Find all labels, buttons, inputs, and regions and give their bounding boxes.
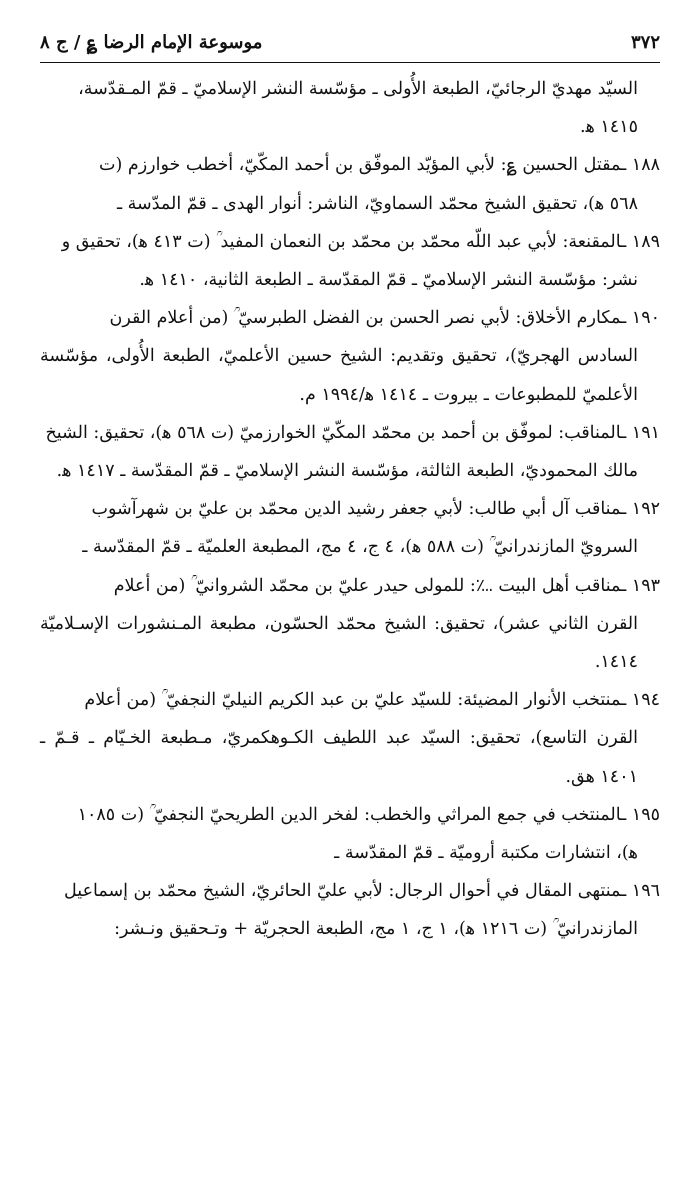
entry-number: ١٩٠ ـ [621,308,660,329]
entry-continuation: مالك المحموديّ، الطبعة الثالثة، مؤسّسة النشر الإسلاميّ ـ قمّ المقدّسة ـ ١٤١٧ ه‍. [56,461,638,482]
bibliography-entry-196 [40,872,660,948]
entry-first-line: منتهى المقال في أحوال الرجال: لأبي عليّ الحائريّ، الشيخ محمّد بن إسماعيل [64,881,622,902]
running-title: موسوعة الإمام الرضا ؏ / ج ٨ [40,31,263,53]
entry-first-line: مناقب أهل البيت ؊: للمولى حيدر عليّ بن محمّد الشروانيّ ؒ (من أعلام [113,575,622,596]
bibliography-entry-191 [40,414,660,490]
entry-continuation: السرويّ المازندرانيّ ؒ (ت ٥٨٨ ه‍)، ٤ ج، ٤ مج، المطبعة العلميّة ـ قمّ المقدّسة ـ [82,537,638,558]
entry-continuation: السادس الهجريّ)، تحقيق وتقديم: الشيخ حسين الأعلميّ، الطبعة الأُولى، مؤسّسة الأعلميّ للمطبوعات ـ بيروت ـ ١٤١٤ ه‍/١٩٩٤ م. [40,346,638,405]
entry-continuation: القرن التاسع)، تحقيق: السيّد عبد اللطيف الكـوهكمريّ، مـطبعة الخـيّام ـ قـمّ ـ ١٤٠١ هق. [40,728,638,787]
bibliography-entry-192 [40,490,660,566]
entry-first-line: منتخب الأنوار المضيئة: للسيّد عليّ بن عبد الكريم النيليّ النجفيّ ؒ (من أعلام [84,690,622,711]
bibliography-entry-194 [40,681,660,796]
entry-first-line: مناقب آل أبي طالب: لأبي جعفر رشيد الدين محمّد بن عليّ بن شهرآشوب [91,499,622,520]
entry-number: ١٩٣ ـ [621,575,660,596]
page-header [40,26,660,58]
entry-continuation: نشر: مؤسّسة النشر الإسلاميّ ـ قمّ المقدّسة ـ الطبعة الثانية، ١٤١٠ ه‍. [139,270,638,291]
bibliography-entry-195 [40,796,660,872]
entry-continuation: ٥٦٨ ه‍)، تحقيق الشيخ محمّد السماويّ، الناشر: أنوار الهدى ـ قمّ المدّسة ـ [116,193,638,214]
continuation-entry [40,70,660,146]
entry-number: ١٩٤ ـ [621,690,660,711]
entry-continuation: القرن الثاني عشر)، تحقيق: الشيخ محمّد الحسّون، مطبعة المـنشورات الإسـلاميّة ١٤١٤. [40,613,638,673]
page-number: ٣٧٢ [630,31,660,53]
bibliography-entry-189 [40,223,660,299]
bibliography-entry-188 [40,146,660,222]
entry-first-line: المنتخب في جمع المراثي والخطب: لفخر الدين الطريحيّ النجفيّ ؒ (ت ١٠٨٥ [77,804,622,825]
entry-number: ١٩١ ـ [621,422,660,443]
continuation-line: السيّد مهديّ الرجائيّ، الطبعة الأُولى ـ مؤسّسة النشر الإسلاميّ ـ قمّ المـقدّسة، [78,79,638,99]
entry-number: ١٩٥ ـ [621,804,660,825]
bibliography-entry-193 [40,567,660,682]
entry-continuation: ه‍)، انتشارات مكتبة أروميّة ـ قمّ المقدّسة ـ [334,843,638,864]
entry-first-line: مقتل الحسين ؏: لأبي المؤيّد الموفّق بن أحمد المكّيّ، أخطب خوارزم (ت [99,155,622,176]
header-divider [40,62,660,63]
bibliography-entry-190 [40,299,660,414]
entry-continuation: المازندرانيّ ؒ (ت ١٢١٦ ه‍)، ١ ج، ١ مج، الطبعة الحجريّة + وتـحقيق ونـشر: [114,919,638,940]
entry-first-line: مكارم الأخلاق: لأبي نصر الحسن بن الفضل الطبرسيّ ؒ (من أعلام القرن [109,308,622,329]
entry-first-line: المناقب: لموفّق بن أحمد بن محمّد المكّيّ الخوارزميّ (ت ٥٦٨ ه‍)، تحقيق: الشيخ [45,422,622,443]
continuation-line: ١٤١٥ ه‍. [580,117,638,138]
entry-number: ١٩٦ ـ [621,881,660,902]
bibliography-list [40,70,660,949]
entry-number: ١٨٨ ـ [621,155,660,176]
entry-first-line: المقنعة: لأبي عبد اللّه محمّد بن محمّد بن النعمان المفيد ؒ (ت ٤١٣ ه‍)، تحقيق و [61,231,622,252]
entry-number: ١٨٩ ـ [621,231,660,252]
entry-number: ١٩٢ ـ [621,499,660,520]
